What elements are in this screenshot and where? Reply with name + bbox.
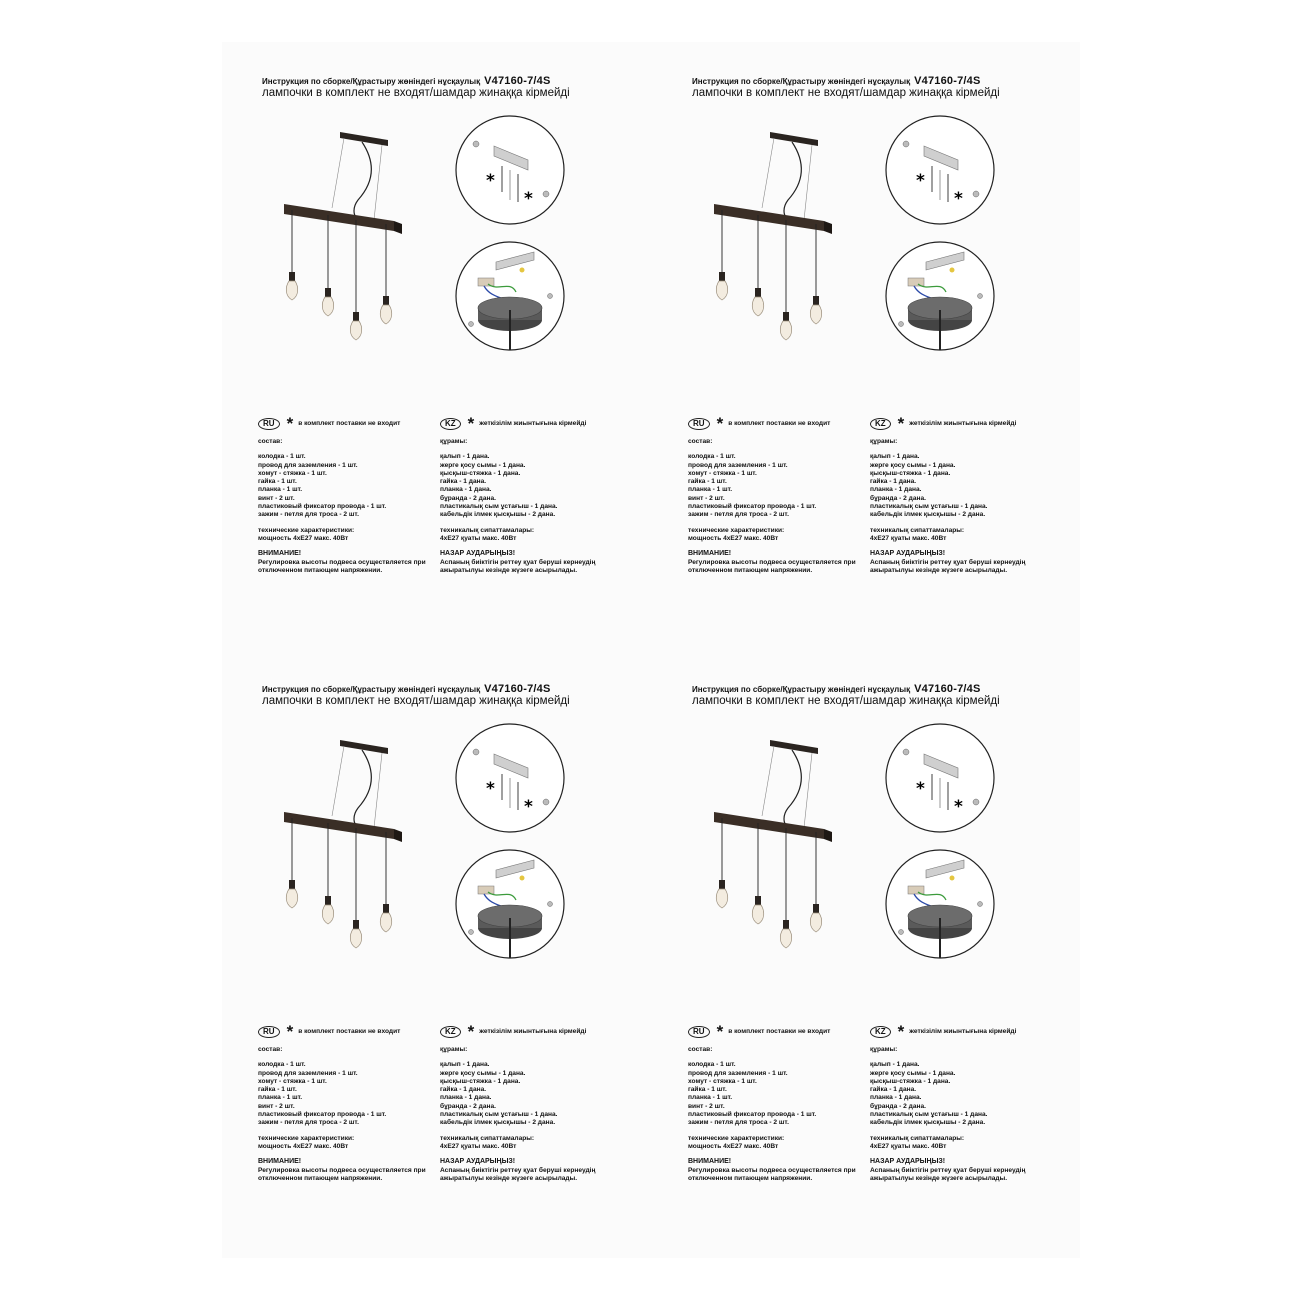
nut-icon [950, 268, 955, 273]
parts-list-item: планка - 1 шт. [688, 1094, 733, 1102]
lamp-socket [325, 896, 331, 905]
parts-list-item: зажим - петля для троса - 2 шт. [258, 511, 359, 519]
power-cord [354, 142, 371, 217]
screw-icon [473, 749, 479, 755]
screw-icon [903, 749, 909, 755]
ru-warning-text: Регулировка высоты подвеса осуществляется при отключенном питающем напряжении. [258, 1166, 426, 1182]
kz-composition-label: құрамы: [870, 438, 898, 445]
parts-list-item: қысқыш-стяжка - 1 дана. [440, 1077, 521, 1085]
kz-specs-value: 4xE27 қуаты макс. 40Вт [440, 1142, 517, 1150]
screw-icon [469, 322, 474, 327]
kz-composition-label: құрамы: [870, 1046, 898, 1053]
parts-list-item: бұранда - 2 дана. [440, 1102, 496, 1110]
lamp-socket [813, 904, 819, 913]
ru-specs-value: мощность 4xE27 макс. 40Вт [688, 534, 779, 542]
parts-list-item: планка - 1 дана. [440, 486, 492, 494]
light-bulb [752, 905, 763, 924]
ru-parts-list [688, 453, 873, 519]
instruction-title [262, 75, 551, 87]
kz-not-included-note: жеткізілім жиынтығына кірмейді [479, 1027, 587, 1035]
parts-list-item: гайка - 1 шт. [258, 1086, 297, 1094]
parts-list-item: колодка - 1 шт. [688, 453, 736, 461]
bracket-detail-illustration [884, 722, 996, 834]
light-bulb [286, 889, 297, 908]
parts-list-item: провод для заземления - 1 шт. [258, 461, 358, 469]
parts-list-item: зажим - петля для троса - 2 шт. [258, 1119, 359, 1127]
ru-column [688, 1024, 873, 1183]
power-cord [784, 142, 801, 217]
asterisk-icon: * [954, 797, 963, 817]
kz-specs-label: техникалық сипаттамалары: [440, 1134, 535, 1142]
screw-icon [543, 191, 549, 197]
suspension-cable [374, 753, 382, 828]
kz-language-badge: KZ [870, 418, 891, 430]
terminal-block [478, 278, 494, 286]
ru-warning-title: ВНИМАНИЕ! [258, 550, 302, 558]
bracket-detail-illustration [454, 722, 566, 834]
ceiling-canopy [770, 132, 818, 146]
parts-list-item: гайка - 1 шт. [688, 1086, 727, 1094]
instruction-title [262, 683, 551, 695]
suspension-cable [804, 753, 812, 828]
kz-not-included-note: жеткізілім жиынтығына кірмейді [479, 419, 587, 427]
ceiling-canopy [770, 740, 818, 754]
light-bulb [716, 889, 727, 908]
ru-column [258, 1024, 443, 1183]
ru-composition-label: состав: [258, 438, 283, 445]
parts-list-item: бұранда - 2 дана. [870, 494, 926, 502]
screw-icon [903, 141, 909, 147]
wooden-bar [284, 812, 394, 839]
kz-warning-title: НАЗАР АУДАРЫҢЫЗ! [440, 1158, 516, 1166]
asterisk-icon: * [716, 1022, 724, 1041]
parts-list-item: бұранда - 2 дана. [870, 1102, 926, 1110]
lamp-socket [719, 880, 725, 889]
parts-list-item: жерге қосу сымы - 1 дана. [870, 1069, 956, 1077]
parts-list-item: гайка - 1 дана. [440, 478, 487, 486]
ru-warning-text: Регулировка высоты подвеса осуществляется при отключенном питающем напряжении. [688, 1166, 856, 1182]
asterisk-icon: * [916, 779, 925, 799]
ceiling-canopy [340, 740, 388, 754]
lamp-socket [383, 904, 389, 913]
pendant-lamp-illustration [284, 120, 434, 360]
kz-column [440, 416, 640, 575]
ru-specs-value: мощность 4xE27 макс. 40Вт [258, 534, 349, 542]
parts-list-item: планка - 1 шт. [258, 1094, 303, 1102]
parts-list-item: қысқыш-стяжка - 1 дана. [870, 1077, 951, 1085]
parts-list-item: винт - 2 шт. [258, 1102, 295, 1110]
hanging-bulbs [716, 818, 821, 948]
light-bulb [380, 305, 391, 324]
ru-warning-title: ВНИМАНИЕ! [258, 1158, 302, 1166]
lamp-socket [719, 272, 725, 281]
kz-parts-list [870, 1061, 1070, 1127]
model-number: V47160-7/4S [914, 75, 981, 87]
instruction-panel [222, 650, 652, 1250]
suspension-cable [332, 138, 344, 208]
light-bulb [286, 281, 297, 300]
wooden-bar [284, 204, 394, 231]
canopy-wiring-illustration [884, 848, 996, 960]
parts-list-item: пластиковый фиксатор провода - 1 шт. [258, 1111, 387, 1119]
parts-list-item: пластиковый фиксатор провода - 1 шт. [258, 503, 387, 511]
parts-list-item: гайка - 1 дана. [870, 478, 917, 486]
parts-list-item: хомут - стяжка - 1 шт. [258, 1077, 327, 1085]
parts-list-item: провод для заземления - 1 шт. [258, 1069, 358, 1077]
lamp-socket [353, 920, 359, 929]
light-bulb [322, 905, 333, 924]
parts-list-item: пластиковый фиксатор провода - 1 шт. [688, 503, 817, 511]
wooden-bar [714, 812, 824, 839]
model-number: V47160-7/4S [484, 75, 551, 87]
asterisk-icon: * [524, 189, 533, 209]
ru-specs-label: технические характеристики: [258, 526, 355, 534]
ru-composition-label: состав: [688, 1046, 713, 1053]
hanging-bulbs [716, 210, 821, 340]
parts-list-item: пластикалық сым ұстағыш - 1 дана. [870, 1111, 988, 1119]
kz-parts-list [870, 453, 1070, 519]
parts-list-item: кабельдік ілмек қысқышы - 2 дана. [440, 1119, 556, 1127]
parts-list-item: планка - 1 дана. [870, 486, 922, 494]
wooden-bar-end [394, 221, 402, 234]
parts-list-item: хомут - стяжка - 1 шт. [688, 1077, 757, 1085]
instruction-panel [222, 42, 652, 642]
kz-not-included-note: жеткізілім жиынтығына кірмейді [909, 1027, 1017, 1035]
parts-list-item: провод для заземления - 1 шт. [688, 1069, 788, 1077]
kz-parts-list [440, 1061, 640, 1127]
lamp-socket [783, 920, 789, 929]
model-number: V47160-7/4S [914, 683, 981, 695]
screw-icon [978, 294, 983, 299]
parts-list-item: колодка - 1 шт. [258, 1061, 306, 1069]
ru-not-included-note: в комплект поставки не входит [298, 419, 401, 427]
ceiling-canopy [340, 132, 388, 146]
parts-list-item: қалып - 1 дана. [440, 453, 490, 461]
ru-language-badge: RU [258, 418, 280, 430]
nut-icon [520, 268, 525, 273]
bulbs-not-included-note: лампочки в комплект не входят/шамдар жинаққа кірмейді [262, 695, 570, 707]
ru-specs-value: мощность 4xE27 макс. 40Вт [258, 1142, 349, 1150]
ru-column [258, 416, 443, 575]
instruction-sheet [222, 42, 1080, 1258]
parts-list-item: қысқыш-стяжка - 1 дана. [870, 469, 951, 477]
kz-column [440, 1024, 640, 1183]
kz-specs-value: 4xE27 қуаты макс. 40Вт [440, 534, 517, 542]
asterisk-icon: * [897, 414, 905, 433]
wooden-bar [714, 204, 824, 231]
light-bulb [380, 913, 391, 932]
instruction-title [692, 75, 981, 87]
ru-specs-label: технические характеристики: [688, 526, 785, 534]
kz-specs-label: техникалық сипаттамалары: [870, 1134, 965, 1142]
kz-language-badge: KZ [870, 1026, 891, 1038]
wooden-bar-end [394, 829, 402, 842]
ru-column [688, 416, 873, 575]
parts-list-item: планка - 1 шт. [688, 486, 733, 494]
parts-list-item: пластикалық сым ұстағыш - 1 дана. [870, 503, 988, 511]
screw-icon [473, 141, 479, 147]
parts-list-item: винт - 2 шт. [258, 494, 295, 502]
lamp-socket [783, 312, 789, 321]
lamp-socket [325, 288, 331, 297]
lamp-socket [353, 312, 359, 321]
title-text: Инструкция по сборке/Құрастыру жөніндегі нұсқаулық [262, 685, 481, 694]
kz-specs-label: техникалық сипаттамалары: [440, 526, 535, 534]
suspension-cable [762, 138, 774, 208]
title-text: Инструкция по сборке/Құрастыру жөніндегі нұсқаулық [692, 685, 911, 694]
ru-specs-label: технические характеристики: [258, 1134, 355, 1142]
asterisk-icon: * [286, 414, 294, 433]
light-bulb [350, 929, 361, 948]
kz-composition-label: құрамы: [440, 1046, 468, 1053]
kz-warning-title: НАЗАР АУДАРЫҢЫЗ! [440, 550, 516, 558]
light-bulb [716, 281, 727, 300]
pendant-lamp-illustration [714, 728, 864, 968]
parts-list-item: жерге қосу сымы - 1 дана. [440, 1069, 526, 1077]
parts-list-item: гайка - 1 шт. [258, 478, 297, 486]
nut-icon [520, 876, 525, 881]
parts-list-item: планка - 1 дана. [440, 1094, 492, 1102]
asterisk-icon: * [954, 189, 963, 209]
bracket-detail-illustration [884, 114, 996, 226]
parts-list-item: планка - 1 дана. [870, 1094, 922, 1102]
ru-parts-list [258, 453, 443, 519]
light-bulb [780, 321, 791, 340]
canopy-wiring-illustration [884, 240, 996, 352]
suspension-cable [804, 145, 812, 220]
lamp-socket [383, 296, 389, 305]
suspension-cable [332, 746, 344, 816]
wooden-bar-end [824, 221, 832, 234]
screw-icon [899, 930, 904, 935]
parts-list-item: кабельдік ілмек қысқышы - 2 дана. [870, 511, 986, 519]
kz-composition-label: құрамы: [440, 438, 468, 445]
lamp-socket [755, 288, 761, 297]
kz-warning-text: Аспаның биіктігін реттеу қуат беруші кернеудің ажыратылуы кезінде жүзеге асырылады. [870, 1166, 1026, 1182]
bulbs-not-included-note: лампочки в комплект не входят/шамдар жинаққа кірмейді [262, 87, 570, 99]
parts-list-item: кабельдік ілмек қысқышы - 2 дана. [440, 511, 556, 519]
parts-list-item: гайка - 1 дана. [870, 1086, 917, 1094]
kz-column [870, 1024, 1070, 1183]
terminal-block [908, 278, 924, 286]
asterisk-icon: * [897, 1022, 905, 1041]
screw-icon [548, 294, 553, 299]
light-bulb [810, 913, 821, 932]
kz-specs-value: 4xE27 қуаты макс. 40Вт [870, 534, 947, 542]
kz-warning-title: НАЗАР АУДАРЫҢЫЗ! [870, 1158, 946, 1166]
parts-list-item: пластикалық сым ұстағыш - 1 дана. [440, 1111, 558, 1119]
ru-not-included-note: в комплект поставки не входит [728, 419, 831, 427]
hanging-bulbs [286, 210, 391, 340]
asterisk-icon: * [467, 1022, 475, 1041]
lamp-socket [755, 896, 761, 905]
ru-warning-text: Регулировка высоты подвеса осуществляется при отключенном питающем напряжении. [688, 558, 856, 574]
kz-warning-text: Аспаның биіктігін реттеу қуат беруші кернеудің ажыратылуы кезінде жүзеге асырылады. [440, 558, 596, 574]
parts-list-item: зажим - петля для троса - 2 шт. [688, 511, 789, 519]
parts-list-item: қалып - 1 дана. [440, 1061, 490, 1069]
parts-list-item: винт - 2 шт. [688, 494, 725, 502]
asterisk-icon: * [916, 171, 925, 191]
bracket-detail-illustration [454, 114, 566, 226]
canopy-wiring-illustration [454, 240, 566, 352]
ru-parts-list [258, 1061, 443, 1127]
ru-language-badge: RU [688, 418, 710, 430]
parts-list-item: пластикалық сым ұстағыш - 1 дана. [440, 503, 558, 511]
parts-list-item: гайка - 1 шт. [688, 478, 727, 486]
parts-list-item: зажим - петля для троса - 2 шт. [688, 1119, 789, 1127]
ru-not-included-note: в комплект поставки не входит [298, 1027, 401, 1035]
parts-list-item: бұранда - 2 дана. [440, 494, 496, 502]
asterisk-icon: * [716, 414, 724, 433]
kz-specs-value: 4xE27 қуаты макс. 40Вт [870, 1142, 947, 1150]
hanging-bulbs [286, 818, 391, 948]
ru-parts-list [688, 1061, 873, 1127]
asterisk-icon: * [524, 797, 533, 817]
light-bulb [810, 305, 821, 324]
parts-list-item: колодка - 1 шт. [688, 1061, 736, 1069]
ru-specs-value: мощность 4xE27 макс. 40Вт [688, 1142, 779, 1150]
power-cord [354, 750, 371, 825]
instruction-title [692, 683, 981, 695]
parts-list-item: пластиковый фиксатор провода - 1 шт. [688, 1111, 817, 1119]
light-bulb [350, 321, 361, 340]
ru-composition-label: состав: [258, 1046, 283, 1053]
screw-icon [469, 930, 474, 935]
pendant-lamp-illustration [714, 120, 864, 360]
kz-language-badge: KZ [440, 418, 461, 430]
parts-list-item: планка - 1 шт. [258, 486, 303, 494]
ru-specs-label: технические характеристики: [688, 1134, 785, 1142]
kz-specs-label: техникалық сипаттамалары: [870, 526, 965, 534]
parts-list-item: хомут - стяжка - 1 шт. [258, 469, 327, 477]
ru-language-badge: RU [258, 1026, 280, 1038]
parts-list-item: қалып - 1 дана. [870, 1061, 920, 1069]
parts-list-item: жерге қосу сымы - 1 дана. [870, 461, 956, 469]
screw-icon [543, 799, 549, 805]
ru-language-badge: RU [688, 1026, 710, 1038]
parts-list-item: гайка - 1 дана. [440, 1086, 487, 1094]
bulbs-not-included-note: лампочки в комплект не входят/шамдар жинаққа кірмейді [692, 695, 1000, 707]
nut-icon [950, 876, 955, 881]
light-bulb [322, 297, 333, 316]
parts-list-item: винт - 2 шт. [688, 1102, 725, 1110]
pendant-lamp-illustration [284, 728, 434, 968]
ru-not-included-note: в комплект поставки не входит [728, 1027, 831, 1035]
kz-warning-title: НАЗАР АУДАРЫҢЫЗ! [870, 550, 946, 558]
ru-warning-title: ВНИМАНИЕ! [688, 550, 732, 558]
terminal-block [908, 886, 924, 894]
kz-language-badge: KZ [440, 1026, 461, 1038]
parts-list-item: кабельдік ілмек қысқышы - 2 дана. [870, 1119, 986, 1127]
wooden-bar-end [824, 829, 832, 842]
lamp-socket [813, 296, 819, 305]
asterisk-icon: * [486, 779, 495, 799]
terminal-block [478, 886, 494, 894]
model-number: V47160-7/4S [484, 683, 551, 695]
kz-warning-text: Аспаның биіктігін реттеу қуат беруші кернеудің ажыратылуы кезінде жүзеге асырылады. [440, 1166, 596, 1182]
title-text: Инструкция по сборке/Құрастыру жөніндегі нұсқаулық [262, 77, 481, 86]
ru-warning-text: Регулировка высоты подвеса осуществляется при отключенном питающем напряжении. [258, 558, 426, 574]
asterisk-icon: * [467, 414, 475, 433]
bulbs-not-included-note: лампочки в комплект не входят/шамдар жинаққа кірмейді [692, 87, 1000, 99]
parts-list-item: қысқыш-стяжка - 1 дана. [440, 469, 521, 477]
power-cord [784, 750, 801, 825]
asterisk-icon: * [486, 171, 495, 191]
parts-list-item: қалып - 1 дана. [870, 453, 920, 461]
screw-icon [973, 191, 979, 197]
suspension-cable [762, 746, 774, 816]
parts-list-item: колодка - 1 шт. [258, 453, 306, 461]
light-bulb [752, 297, 763, 316]
kz-column [870, 416, 1070, 575]
screw-icon [899, 322, 904, 327]
instruction-panel [652, 42, 1082, 642]
parts-list-item: провод для заземления - 1 шт. [688, 461, 788, 469]
parts-list-item: хомут - стяжка - 1 шт. [688, 469, 757, 477]
suspension-cable [374, 145, 382, 220]
lamp-socket [289, 880, 295, 889]
title-text: Инструкция по сборке/Құрастыру жөніндегі нұсқаулық [692, 77, 911, 86]
asterisk-icon: * [286, 1022, 294, 1041]
kz-not-included-note: жеткізілім жиынтығына кірмейді [909, 419, 1017, 427]
screw-icon [548, 902, 553, 907]
screw-icon [978, 902, 983, 907]
screw-icon [973, 799, 979, 805]
parts-list-item: жерге қосу сымы - 1 дана. [440, 461, 526, 469]
instruction-panel [652, 650, 1082, 1250]
lamp-socket [289, 272, 295, 281]
ru-warning-title: ВНИМАНИЕ! [688, 1158, 732, 1166]
kz-parts-list [440, 453, 640, 519]
light-bulb [780, 929, 791, 948]
ru-composition-label: состав: [688, 438, 713, 445]
canopy-wiring-illustration [454, 848, 566, 960]
kz-warning-text: Аспаның биіктігін реттеу қуат беруші кернеудің ажыратылуы кезінде жүзеге асырылады. [870, 558, 1026, 574]
